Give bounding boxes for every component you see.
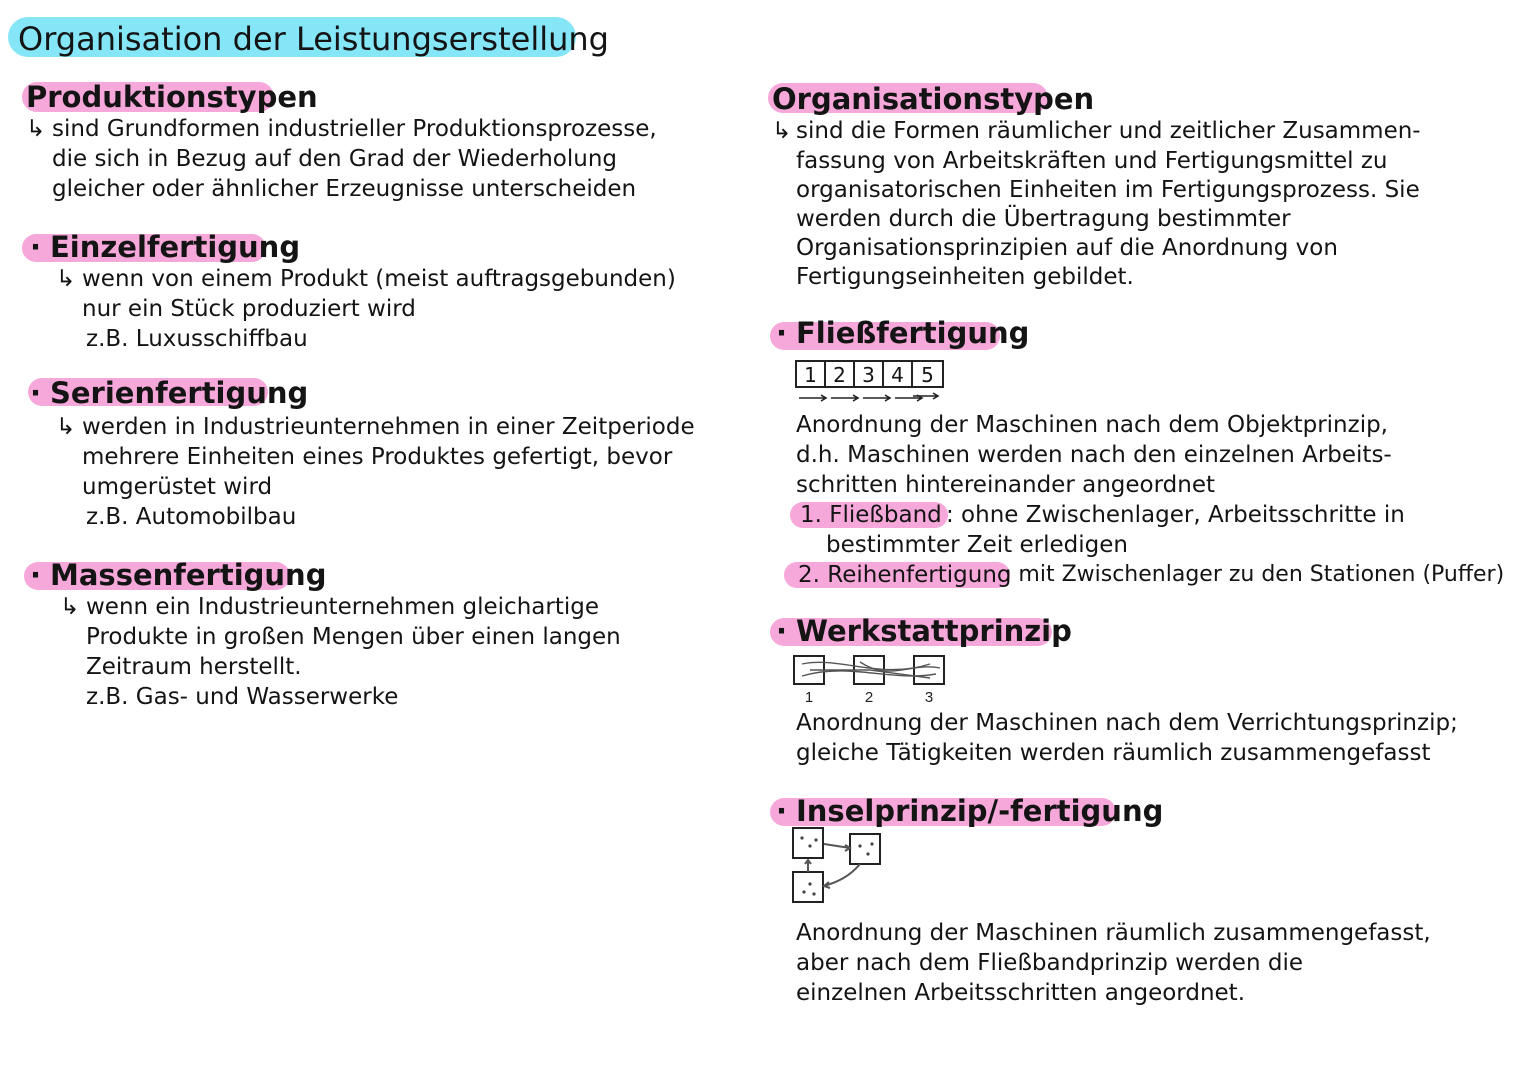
einzel-bullet: · bbox=[30, 230, 42, 264]
insel-line-3: einzelnen Arbeitsschritten angeordnet. bbox=[796, 980, 1246, 1006]
massen-line-1: wenn ein Industrieunternehmen gleichartige bbox=[86, 594, 599, 620]
organisationstypen-line-5: Organisationsprinzipien auf die Anordnung von bbox=[796, 235, 1338, 261]
serien-line-1: werden in Industrieunternehmen in einer Zeitperiode bbox=[82, 414, 695, 440]
fliessband-label: 1. Fließband bbox=[800, 502, 942, 528]
organisationstypen-heading: Organisationstypen bbox=[772, 82, 1095, 116]
serien-line-2: mehrere Einheiten eines Produktes gefertigt, bevor bbox=[82, 444, 673, 470]
massen-arrow-icon: ↳ bbox=[60, 594, 80, 620]
fliess-line-1: Anordnung der Maschinen nach dem Objektprinzip, bbox=[796, 412, 1388, 438]
werkstatt-box-label: 3 bbox=[924, 689, 934, 706]
serien-line-3: umgerüstet wird bbox=[82, 474, 273, 500]
fliess-station-box: 3 bbox=[853, 360, 884, 388]
fliess-heading: Fließfertigung bbox=[796, 316, 1030, 350]
massen-example: z.B. Gas- und Wasserwerke bbox=[86, 684, 399, 710]
fliess-line-3: schritten hintereinander angeordnet bbox=[796, 472, 1215, 498]
einzel-arrow-icon: ↳ bbox=[56, 266, 76, 292]
insel-diagram bbox=[790, 826, 886, 906]
massen-line-2: Produkte in großen Mengen über einen langen bbox=[86, 624, 621, 650]
fliess-bullet: · bbox=[776, 316, 788, 350]
organisationstypen-line-3: organisatorischen Einheiten im Fertigungsprozess. Sie bbox=[796, 177, 1420, 203]
reihenfertigung-text: : mit Zwischenlager zu den Stationen (Puffer) bbox=[1004, 562, 1505, 587]
organisationstypen-line-2: fassung von Arbeitskräften und Fertigungsmittel zu bbox=[796, 148, 1388, 174]
page-title: Organisation der Leistungserstellung bbox=[18, 20, 609, 58]
werkstatt-bullet: · bbox=[776, 614, 788, 648]
massen-heading: Massenfertigung bbox=[50, 558, 327, 592]
fliessband-text: : ohne Zwischenlager, Arbeitsschritte in bbox=[946, 502, 1405, 528]
reihenfertigung-label: 2. Reihenfertigung bbox=[798, 562, 1012, 588]
serien-heading: Serienfertigung bbox=[50, 376, 309, 410]
werkstatt-line-2: gleiche Tätigkeiten werden räumlich zusammengefasst bbox=[796, 740, 1431, 766]
massen-bullet: · bbox=[30, 558, 42, 592]
insel-line-1: Anordnung der Maschinen räumlich zusammengefasst, bbox=[796, 920, 1431, 946]
organisationstypen-line-4: werden durch die Übertragung bestimmter bbox=[796, 206, 1291, 232]
massen-line-3: Zeitraum herstellt. bbox=[86, 654, 302, 680]
produktionstypen-heading: Produktionstypen bbox=[26, 80, 318, 114]
organisationstypen-line-1: sind die Formen räumlicher und zeitlicher Zusammen- bbox=[796, 118, 1421, 144]
fliessband-text-2: bestimmter Zeit erledigen bbox=[826, 532, 1128, 558]
werkstatt-box-label: 1 bbox=[804, 689, 814, 706]
einzel-line-2: nur ein Stück produziert wird bbox=[82, 296, 416, 322]
fliess-flow-arrows bbox=[795, 390, 945, 404]
serien-bullet: · bbox=[30, 376, 42, 410]
insel-line-2: aber nach dem Fließbandprinzip werden die bbox=[796, 950, 1303, 976]
werkstatt-line-1: Anordnung der Maschinen nach dem Verrichtungsprinzip; bbox=[796, 710, 1458, 736]
fliess-line-2: d.h. Maschinen werden nach den einzelnen Arbeits- bbox=[796, 442, 1392, 468]
werkstatt-box-label: 2 bbox=[864, 689, 874, 706]
werkstatt-heading: Werkstattprinzip bbox=[796, 614, 1072, 648]
serien-example: z.B. Automobilbau bbox=[86, 504, 297, 530]
organisationstypen-arrow-icon: ↳ bbox=[772, 118, 792, 144]
produktionstypen-line-2: die sich in Bezug auf den Grad der Wiederholung bbox=[52, 146, 618, 172]
fliess-station-box: 4 bbox=[882, 360, 913, 388]
fliess-station-box: 2 bbox=[824, 360, 855, 388]
einzel-line-1: wenn von einem Produkt (meist auftragsgebunden) bbox=[82, 266, 676, 292]
fliess-station-box: 5 bbox=[911, 360, 944, 388]
fliess-station-box: 1 bbox=[795, 360, 826, 388]
insel-heading: Inselprinzip/-fertigung bbox=[796, 794, 1164, 828]
einzel-example: z.B. Luxusschiffbau bbox=[86, 326, 308, 352]
produktionstypen-line-1: sind Grundformen industrieller Produktionsprozesse, bbox=[52, 116, 657, 142]
werkstatt-diagram bbox=[790, 652, 952, 706]
serien-arrow-icon: ↳ bbox=[56, 414, 76, 440]
einzel-heading: Einzelfertigung bbox=[50, 230, 301, 264]
produktionstypen-line-3: gleicher oder ähnlicher Erzeugnisse unterscheiden bbox=[52, 176, 637, 202]
organisationstypen-line-6: Fertigungseinheiten gebildet. bbox=[796, 264, 1134, 290]
insel-bullet: · bbox=[776, 794, 788, 828]
produktionstypen-arrow-icon: ↳ bbox=[26, 116, 46, 142]
